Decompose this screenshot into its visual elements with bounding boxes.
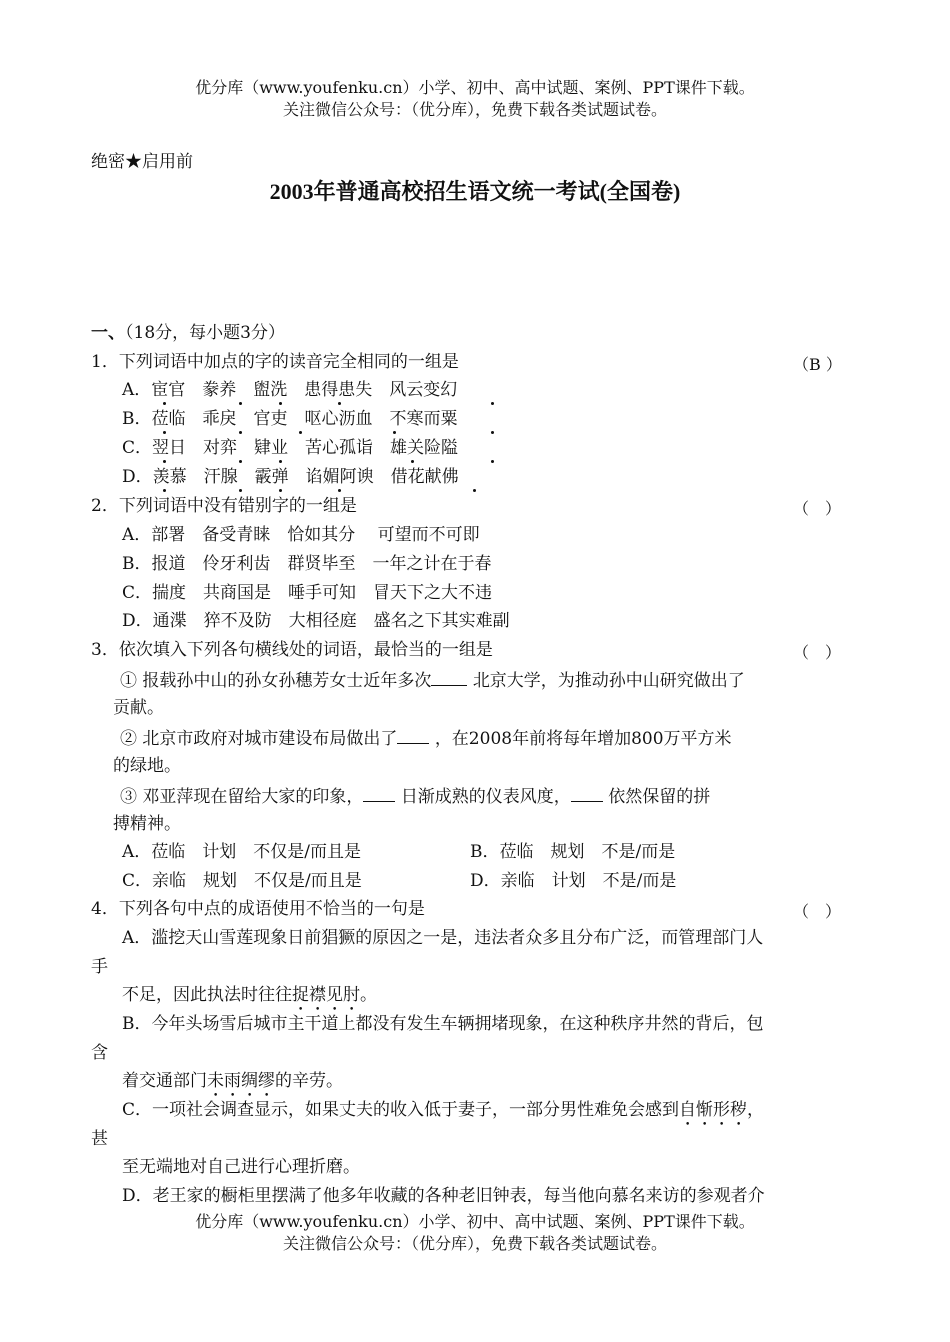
site-header-line-2: 关注微信公众号：（优分库），免费下载各类试题试卷。 (282, 100, 667, 119)
q4-a-idiom: 捉襟见肘 (292, 985, 360, 1005)
emphasis-dot (299, 431, 302, 434)
q2-option-d: D．通渫 猝不及防 大相径庭 盛名之下其实难副 (122, 611, 510, 631)
emphasis-dot (279, 489, 282, 492)
emphasis-dot (163, 489, 166, 492)
emphasis-dot (338, 402, 341, 405)
emphasis-dot (163, 431, 166, 434)
q3-sentence-1-cont: 贡献。 (113, 698, 164, 718)
q4-c-text: C．一项社会调查显示，如果丈夫的收入低于妻子，一部分男性难免会感到 (122, 1100, 680, 1120)
q3-sentence-1 (120, 668, 745, 692)
q2-option-a: A．部署 备受青睐 恰如其分 可望而不可即 (122, 525, 480, 545)
exam-title: 2003年普通高校招生语文统一考试(全国卷) (269, 179, 681, 204)
fill-blank (431, 668, 467, 686)
q1-stem: 1．下列词语中加点的字的读音完全相同的一组是 (91, 352, 459, 372)
q3-sentence-3-part-c: 依然保留的拼 (608, 787, 711, 807)
q3-option-d: D．亲临 计划 不是/而是 (470, 871, 677, 891)
q2-option-c: C．揣度 共商国是 唾手可知 冒天下之大不违 (122, 583, 493, 603)
q4-option-a-line-1: A．滥挖天山雪莲现象日前猖獗的原因之一是，违法者众多且分布广泛，而管理部门人 (122, 928, 764, 948)
emphasis-dot (393, 431, 396, 434)
q4-option-c-line-1 (122, 1099, 764, 1130)
emphasis-dot (279, 402, 282, 405)
q1-option-c: C．翌日 对弈 肄业 苦心孤诣 雄关险隘 (122, 438, 459, 458)
site-header-line-1: 优分库（www.youfenku.cn）小学、初中、高中试题、案例、PPT课件下载。 (195, 78, 755, 97)
q3-sentence-3 (120, 784, 710, 808)
emphasis-dot (473, 489, 476, 492)
emphasis-dot (491, 431, 494, 434)
q1-option-d: D．羡慕 汗腺 霰弹 谄媚阿谀 借花献佛 (122, 467, 459, 487)
q4-a-text: 不足，因此执法时往往 (122, 985, 292, 1005)
q3-answer: （ ） (793, 643, 842, 662)
q4-b-end: 的辛劳。 (275, 1071, 343, 1091)
q4-option-d-line-1: D．老王家的橱柜里摆满了他多年收藏的各种老旧钟表，每当他向慕名来访的参观者介 (122, 1186, 765, 1206)
q2-option-b: B．报道 伶牙利齿 群贤毕至 一年之计在于春 (122, 554, 492, 574)
section-points: （18分，每小题3分） (125, 323, 285, 343)
site-footer-line-2: 关注微信公众号：（优分库），免费下载各类试题试卷。 (282, 1234, 667, 1253)
q4-option-b-line-1: B．今年头场雪后城市主干道上都没有发生车辆拥堵现象，在这种秩序井然的背后，包 (122, 1014, 764, 1034)
q3-sentence-2-cont: 的绿地。 (113, 756, 181, 776)
fill-blank (571, 784, 603, 802)
q4-answer: （ ） (793, 902, 842, 921)
q3-sentence-1-part-a: ① 报载孙中山的孙女孙穗芳女士近年多次 (120, 671, 432, 691)
q4-stem: 4．下列各句中点的成语使用不恰当的一句是 (91, 899, 425, 919)
emphasis-dot (163, 460, 166, 463)
q3-stem: 3．依次填入下列各句横线处的词语，最恰当的一组是 (91, 640, 493, 660)
emphasis-dot (239, 431, 242, 434)
emphasis-dot (163, 402, 166, 405)
q3-sentence-3-part-b: 日渐成熟的仪表风度， (400, 787, 571, 807)
q3-option-b: B．莅临 规划 不是/而是 (470, 842, 676, 862)
q4-c-idiom: 自惭形秽 (679, 1100, 748, 1120)
emphasis-dot (239, 460, 242, 463)
q4-option-a-line-3 (122, 984, 377, 1015)
emphasis-dot (411, 460, 414, 463)
q4-c-end: ， (747, 1100, 765, 1120)
emphasis-dot (239, 489, 242, 492)
q4-b-idiom: 未雨绸缪 (207, 1071, 275, 1091)
q3-sentence-1-part-b: 北京大学，为推动孙中山研究做出了 (472, 671, 745, 691)
emphasis-dot (491, 402, 494, 405)
q1-answer: （B ） (793, 355, 842, 374)
emphasis-dot (491, 460, 494, 463)
q2-answer: （ ） (793, 499, 842, 518)
secret-mark: 绝密★启用前 (91, 152, 193, 172)
site-footer-line-1: 优分库（www.youfenku.cn）小学、初中、高中试题、案例、PPT课件下载。 (195, 1212, 755, 1231)
q3-sentence-3-part-a: ③ 邓亚萍现在留给大家的印象， (120, 787, 364, 807)
q3-option-a: A．莅临 计划 不仅是/而且是 (122, 842, 362, 862)
q4-option-a-line-2: 手 (91, 957, 108, 977)
emphasis-dot (338, 489, 341, 492)
q3-sentence-2 (120, 726, 732, 750)
q4-option-c-line-3: 至无端地对自己进行心理折磨。 (122, 1157, 360, 1177)
q4-option-b-line-2: 含 (91, 1043, 108, 1063)
fill-blank (397, 726, 429, 744)
emphasis-dot (239, 402, 242, 405)
section-number: 一、 (91, 323, 125, 343)
q2-stem: 2．下列词语中没有错别字的一组是 (91, 496, 357, 516)
q3-option-c: C．亲临 规划 不仅是/而且是 (122, 871, 362, 891)
q3-sentence-3-cont: 搏精神。 (113, 814, 181, 834)
q1-option-b: B．莅临 乖戾 官吏 呕心沥血 不寒而粟 (122, 409, 458, 429)
emphasis-dot (279, 460, 282, 463)
q3-sentence-2-part-a: ② 北京市政府对城市建设布局做出了 (120, 729, 398, 749)
q4-option-b-line-3 (122, 1070, 343, 1101)
fill-blank (363, 784, 395, 802)
q4-b-text: 着交通部门 (122, 1071, 207, 1091)
q1-option-a: A．宦官 豢养 盥洗 患得患失 风云变幻 (122, 380, 458, 400)
q3-sentence-2-part-b: ，在2008年前将每年增加800万平方米 (434, 729, 732, 749)
q4-a-end: 。 (360, 985, 377, 1005)
q4-option-c-line-2: 甚 (91, 1129, 108, 1149)
section-heading (91, 322, 285, 344)
